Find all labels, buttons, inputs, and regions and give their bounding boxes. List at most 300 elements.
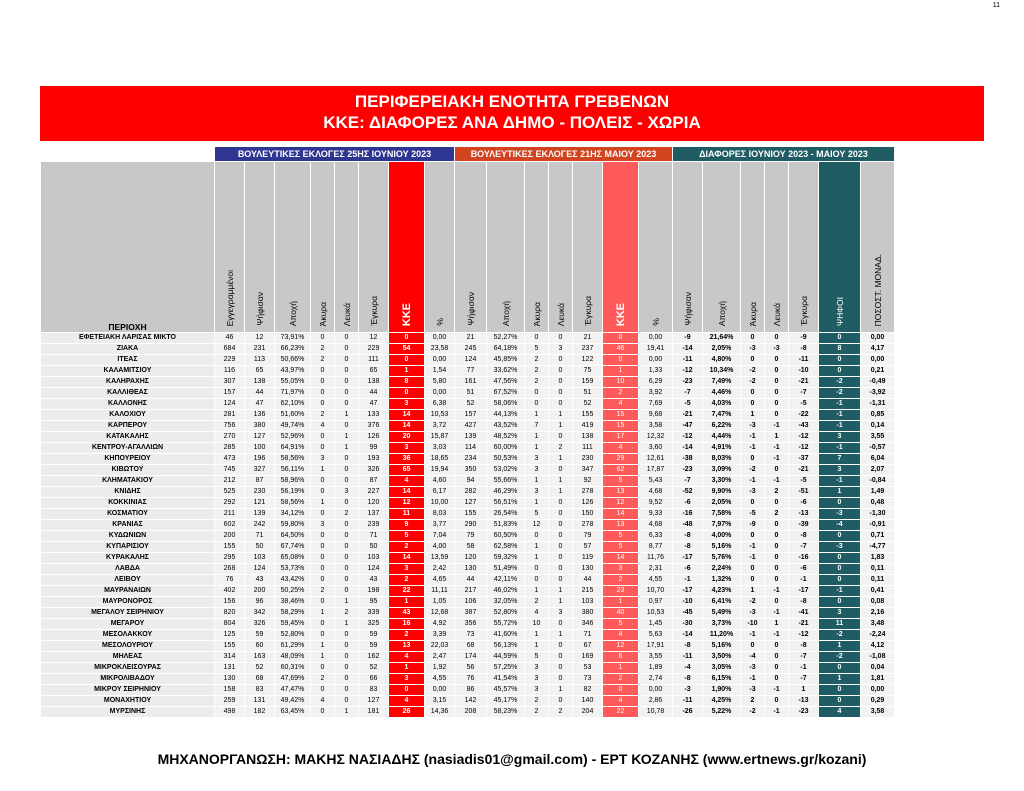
table-cell: 0 [525,564,549,575]
diff-cell: -47 [673,421,703,432]
diff-cell: 0 [765,388,789,399]
table-cell: 73 [455,630,487,641]
table-cell: 278 [573,487,603,498]
table-cell: 0 [525,399,549,410]
title-line-2: ΚΚΕ: ΔΙΑΦΟΡΕΣ ΑΝΑ ΔΗΜΟ - ΠΟΛΕΙΣ - ΧΩΡΙΑ [323,113,701,132]
diff-cell: -51 [789,487,819,498]
table-cell: 12,32 [639,432,673,443]
table-row [41,377,895,388]
table-cell: 169 [573,652,603,663]
area-name: ΚΡΑΝΙΑΣ [41,520,215,531]
table-cell: 59,32% [487,553,525,564]
diff-cell: -2 [741,377,765,388]
table-cell: 0 [549,509,573,520]
table-cell: 0 [335,575,359,586]
table-cell: 0 [311,630,335,641]
diff-cell: 0 [741,388,765,399]
diff-cell: 3,09% [703,465,741,476]
table-row [41,597,895,608]
header-may-1 [487,162,525,333]
diff-cell: -21 [789,619,819,630]
header-label: ΚΚΕ [400,302,413,326]
table-cell: 1 [525,410,549,421]
table-cell: 56,19% [275,487,311,498]
table-cell: 3 [311,520,335,531]
diff-cell: -21 [789,465,819,476]
table-cell: 58,56% [275,498,311,509]
table-cell: 124 [359,564,389,575]
header-may-3 [549,162,573,333]
diff-cell: -3 [673,685,703,696]
table-cell: 44 [573,575,603,586]
diff-cell: 4,03% [703,399,741,410]
table-cell: 142 [455,696,487,707]
diff-cell: 0 [741,641,765,652]
table-row [41,465,895,476]
diff-cell: -1 [789,663,819,674]
table-cell: 44 [455,575,487,586]
table-row [41,509,895,520]
table-cell: 87 [245,476,275,487]
area-name: ΜΟΝΑΧΗΤΙΟΥ [41,696,215,707]
table-cell: 231 [245,344,275,355]
diff-cell: -1 [765,476,789,487]
kke-votes-diff: 1 [819,487,861,498]
table-cell: 58,96% [275,476,311,487]
kke-votes-june: 3 [389,443,425,454]
table-cell: 745 [215,465,245,476]
area-name: ΙΤΕΑΣ [41,355,215,366]
table-cell: 5,43 [639,476,673,487]
table-cell: 473 [215,454,245,465]
table-cell: 0,00 [425,388,455,399]
table-cell: 95 [359,597,389,608]
header-label: Άκυρα [531,301,542,326]
kke-votes-may: 23 [603,586,639,597]
diff-cell: -11 [673,652,703,663]
diff-cell: -3 [741,344,765,355]
table-cell: 79 [573,531,603,542]
diff-cell: 7,97% [703,520,741,531]
table-row [41,399,895,410]
area-name: ΚΥΡΑΚΑΛΗΣ [41,553,215,564]
kke-votes-may: 40 [603,608,639,619]
table-cell: 0 [549,520,573,531]
table-cell: 52,80% [275,630,311,641]
table-cell: 1 [335,432,359,443]
diff-cell: -23 [673,377,703,388]
table-cell: 230 [245,487,275,498]
table-cell: 53 [573,663,603,674]
kke-votes-may: 1 [603,663,639,674]
table-cell: 64,91% [275,443,311,454]
diff-cell: -12 [673,432,703,443]
diff-cell: 5,49% [703,608,741,619]
kke-votes-diff: 0 [819,366,861,377]
area-name: ΚΑΛΛΟΝΗΣ [41,399,215,410]
kke-votes-may: 22 [603,707,639,718]
table-cell: 138 [573,432,603,443]
table-cell: 0 [525,531,549,542]
table-cell: 0 [549,564,573,575]
table-cell: 1 [549,586,573,597]
table-row [41,520,895,531]
diff-cell: 1 [741,410,765,421]
table-cell: 2 [549,707,573,718]
table-cell: 0 [335,564,359,575]
header-label: ΨΗΦΟΙ [834,297,845,326]
diff-cell: 3,73% [703,619,741,630]
table-cell: 820 [215,608,245,619]
diff-cell: 0,00 [861,355,895,366]
table-cell: 200 [245,586,275,597]
table-cell: 325 [359,619,389,630]
table-cell: 278 [573,520,603,531]
kke-votes-may: 12 [603,498,639,509]
table-cell: 60,00% [487,443,525,454]
kke-votes-diff: 0 [819,333,861,344]
table-row [41,487,895,498]
table-row [41,366,895,377]
table-cell: 0,97 [639,597,673,608]
table-cell: 17,91 [639,641,673,652]
table-cell: 0 [311,553,335,564]
kke-votes-diff: 8 [819,344,861,355]
table-cell: 44 [359,388,389,399]
kke-votes-june: 4 [389,476,425,487]
table-cell: 0 [549,333,573,344]
table-cell: 58,06% [487,399,525,410]
table-cell: 155 [215,641,245,652]
table-cell: 339 [359,608,389,619]
diff-cell: 0 [765,465,789,476]
diff-cell: -7 [789,388,819,399]
table-cell: 127 [455,498,487,509]
diff-cell: -1 [765,586,789,597]
table-cell: 295 [215,553,245,564]
table-cell: 150 [573,509,603,520]
table-cell: 82 [573,685,603,696]
diff-cell: -1 [741,476,765,487]
diff-cell: 0,29 [861,696,895,707]
table-cell: 4 [311,421,335,432]
diff-cell: 4,46% [703,388,741,399]
table-cell: 0 [549,652,573,663]
table-cell: 0 [549,355,573,366]
table-cell: 3,39 [425,630,455,641]
table-cell: 1 [335,619,359,630]
diff-cell: 3,58 [861,707,895,718]
diff-cell: -1,31 [861,399,895,410]
table-cell: 0 [335,333,359,344]
table-cell: 0 [311,476,335,487]
table-cell: 2 [311,355,335,366]
kke-votes-june: 13 [389,641,425,652]
table-cell: 137 [359,509,389,520]
table-cell: 86 [455,685,487,696]
diff-cell: -2 [741,366,765,377]
diff-cell: -17 [673,586,703,597]
diff-cell: 0,21 [861,366,895,377]
table-cell: 43 [245,575,275,586]
kke-votes-diff: 0 [819,597,861,608]
diff-cell: 1,32% [703,575,741,586]
kke-votes-diff: 0 [819,575,861,586]
table-cell: 96 [245,597,275,608]
table-cell: 4,68 [639,487,673,498]
table-cell: 79 [455,531,487,542]
table-cell: 1 [549,597,573,608]
kke-votes-june: 0 [389,388,425,399]
area-name: ΚΟΚΚΙΝΙΑΣ [41,498,215,509]
table-cell: 229 [359,344,389,355]
table-cell: 1 [549,454,573,465]
table-cell: 56,51% [487,498,525,509]
table-cell: 126 [573,498,603,509]
area-name: ΚΟΣΜΑΤΙΟΥ [41,509,215,520]
diff-cell: 4,44% [703,432,741,443]
area-name: ΛΕΙΒΟΥ [41,575,215,586]
table-cell: 198 [359,586,389,597]
kke-votes-june: 3 [389,399,425,410]
table-cell: 525 [215,487,245,498]
table-cell: 155 [455,509,487,520]
diff-cell: 0 [765,498,789,509]
table-cell: 0 [335,421,359,432]
table-cell: 18,65 [425,454,455,465]
kke-votes-diff: 1 [819,641,861,652]
diff-cell: 0 [765,597,789,608]
table-cell: 50 [245,542,275,553]
diff-cell: 0 [741,498,765,509]
diff-cell: 0 [765,399,789,410]
diff-cell: -13 [789,696,819,707]
kke-votes-diff: 0 [819,498,861,509]
table-cell: 48,52% [487,432,525,443]
table-cell: 103 [573,597,603,608]
table-cell: 1 [525,498,549,509]
header-diff-5 [819,162,861,333]
diff-cell: -3 [765,344,789,355]
header-label: Έγκυρα [798,296,809,326]
kke-votes-may: 29 [603,454,639,465]
diff-cell: -10 [741,619,765,630]
table-cell: 0 [549,696,573,707]
diff-cell: 0 [765,553,789,564]
table-cell: 60,31% [275,663,311,674]
diff-cell: 10,34% [703,366,741,377]
diff-cell: 4,80% [703,355,741,366]
table-cell: 58,23% [487,707,525,718]
table-cell: 3 [335,487,359,498]
diff-cell: -1 [765,443,789,454]
table-cell: 52 [573,399,603,410]
table-cell: 9,52 [639,498,673,509]
area-name: ΜΙΚΡΟΥ ΣΕΙΡΗΝΙΟΥ [41,685,215,696]
table-cell: 119 [573,553,603,564]
table-cell: 50,25% [275,586,311,597]
header-area: ΠΕΡΙΟΧΗ [41,162,215,333]
table-cell: 19,41 [639,344,673,355]
header-june-7 [425,162,455,333]
table-row [41,388,895,399]
diff-cell: -12 [789,443,819,454]
table-cell: 127 [245,432,275,443]
diff-cell: 4,23% [703,586,741,597]
table-cell: 0 [311,564,335,575]
diff-cell: -30 [673,619,703,630]
diff-cell: -2,24 [861,630,895,641]
kke-votes-diff: -2 [819,377,861,388]
kke-votes-june: 8 [389,377,425,388]
table-cell: 9,68 [639,410,673,421]
kke-votes-diff: 0 [819,531,861,542]
table-cell: 234 [455,454,487,465]
diff-cell: 2,07 [861,465,895,476]
diff-cell: 6,22% [703,421,741,432]
header-label: Αποχή [716,300,727,326]
kke-votes-june: 54 [389,344,425,355]
table-cell: 6,33 [639,531,673,542]
area-name: ΚΝΙΔΗΣ [41,487,215,498]
diff-cell: 0 [741,355,765,366]
table-cell: 55,05% [275,377,311,388]
kke-votes-diff: 3 [819,608,861,619]
table-cell: 4,68 [639,520,673,531]
diff-cell: 0 [741,399,765,410]
table-cell: 2 [525,377,549,388]
table-cell: 51 [573,388,603,399]
table-cell: 3 [525,663,549,674]
table-row [41,575,895,586]
table-cell: 50 [359,542,389,553]
area-name: ΛΑΒΔΑ [41,564,215,575]
table-cell: 87 [359,476,389,487]
table-cell: 75 [573,366,603,377]
table-cell: 0 [335,465,359,476]
kke-votes-may: 0 [603,333,639,344]
diff-cell: -3 [741,421,765,432]
table-cell: 56,11% [275,465,311,476]
diff-cell: -4 [741,652,765,663]
table-cell: 68 [455,641,487,652]
kke-votes-diff: -2 [819,652,861,663]
kke-votes-may: 17 [603,432,639,443]
diff-cell: -1 [673,575,703,586]
table-cell: 1 [335,707,359,718]
table-cell: 7,69 [639,399,673,410]
kke-votes-june: 2 [389,542,425,553]
kke-votes-may: 15 [603,410,639,421]
area-name: ΜΗΛΕΑΣ [41,652,215,663]
kke-votes-june: 14 [389,421,425,432]
kke-votes-may: 5 [603,619,639,630]
table-row [41,696,895,707]
table-cell: 67 [573,641,603,652]
kke-votes-june: 9 [389,520,425,531]
area-name: ΚΥΔΩΝΙΩΝ [41,531,215,542]
table-cell: 285 [215,443,245,454]
table-cell: 22,03 [425,641,455,652]
kke-votes-june: 1 [389,597,425,608]
kke-votes-june: 2 [389,630,425,641]
table-cell: 3,92 [639,388,673,399]
table-cell: 65 [245,366,275,377]
table-cell: 212 [215,476,245,487]
diff-cell: 2,16 [861,608,895,619]
kke-votes-may: 62 [603,465,639,476]
table-cell: 0 [335,652,359,663]
table-row [41,707,895,718]
table-cell: 1 [311,608,335,619]
table-row [41,333,895,344]
header-label: Ψήφισαν [682,292,693,326]
diff-cell: -6 [789,564,819,575]
table-cell: 47,69% [275,674,311,685]
table-cell: 3,72 [425,421,455,432]
table-cell: 0 [549,377,573,388]
diff-cell: -52 [673,487,703,498]
diff-cell: -26 [673,707,703,718]
table-cell: 57,25% [487,663,525,674]
diff-cell: -8 [789,597,819,608]
table-cell: 7,04 [425,531,455,542]
table-cell: 71 [359,531,389,542]
kke-votes-may: 2 [603,674,639,685]
table-cell: 0,00 [425,685,455,696]
area-name: ΚΑΛΑΜΙΤΣΙΟΥ [41,366,215,377]
table-cell: 52,96% [275,432,311,443]
diff-cell: -9 [789,333,819,344]
table-cell: 159 [573,377,603,388]
diff-cell: 0 [765,663,789,674]
area-name: ΜΙΚΡΟΛΙΒΑΔΟΥ [41,674,215,685]
kke-votes-june: 3 [389,564,425,575]
section-may-2023: ΒΟΥΛΕΥΤΙΚΕΣ ΕΚΛΟΓΕΣ 21ΗΣ ΜΑΙΟΥ 2023 [455,147,673,162]
table-cell: 1 [525,443,549,454]
area-name: ΜΕΓΑΡΟΥ [41,619,215,630]
table-cell: 0 [311,388,335,399]
diff-cell: 7,49% [703,377,741,388]
diff-cell: -43 [789,421,819,432]
diff-cell: -9 [741,520,765,531]
table-row [41,674,895,685]
table-cell: 126 [359,432,389,443]
header-label: Έγκυρα [368,296,379,326]
kke-votes-may: 4 [603,630,639,641]
table-cell: 2 [311,674,335,685]
table-cell: 0 [335,553,359,564]
diff-cell: 5,22% [703,707,741,718]
diff-cell: -1 [765,630,789,641]
kke-votes-may: 12 [603,641,639,652]
header-label: Αποχή [287,300,298,326]
table-cell: 56 [455,663,487,674]
header-diff-0 [673,162,703,333]
diff-cell: 8,03% [703,454,741,465]
table-cell: 56,13% [487,641,525,652]
diff-cell: 1,83 [861,553,895,564]
table-cell: 1 [525,586,549,597]
header-may-5 [603,162,639,333]
diff-cell: 3,30% [703,476,741,487]
table-cell: 52 [455,399,487,410]
diff-cell: -9 [673,333,703,344]
diff-cell: -0,49 [861,377,895,388]
diff-cell: 0 [765,696,789,707]
table-cell: 1 [311,465,335,476]
table-cell: 347 [573,465,603,476]
